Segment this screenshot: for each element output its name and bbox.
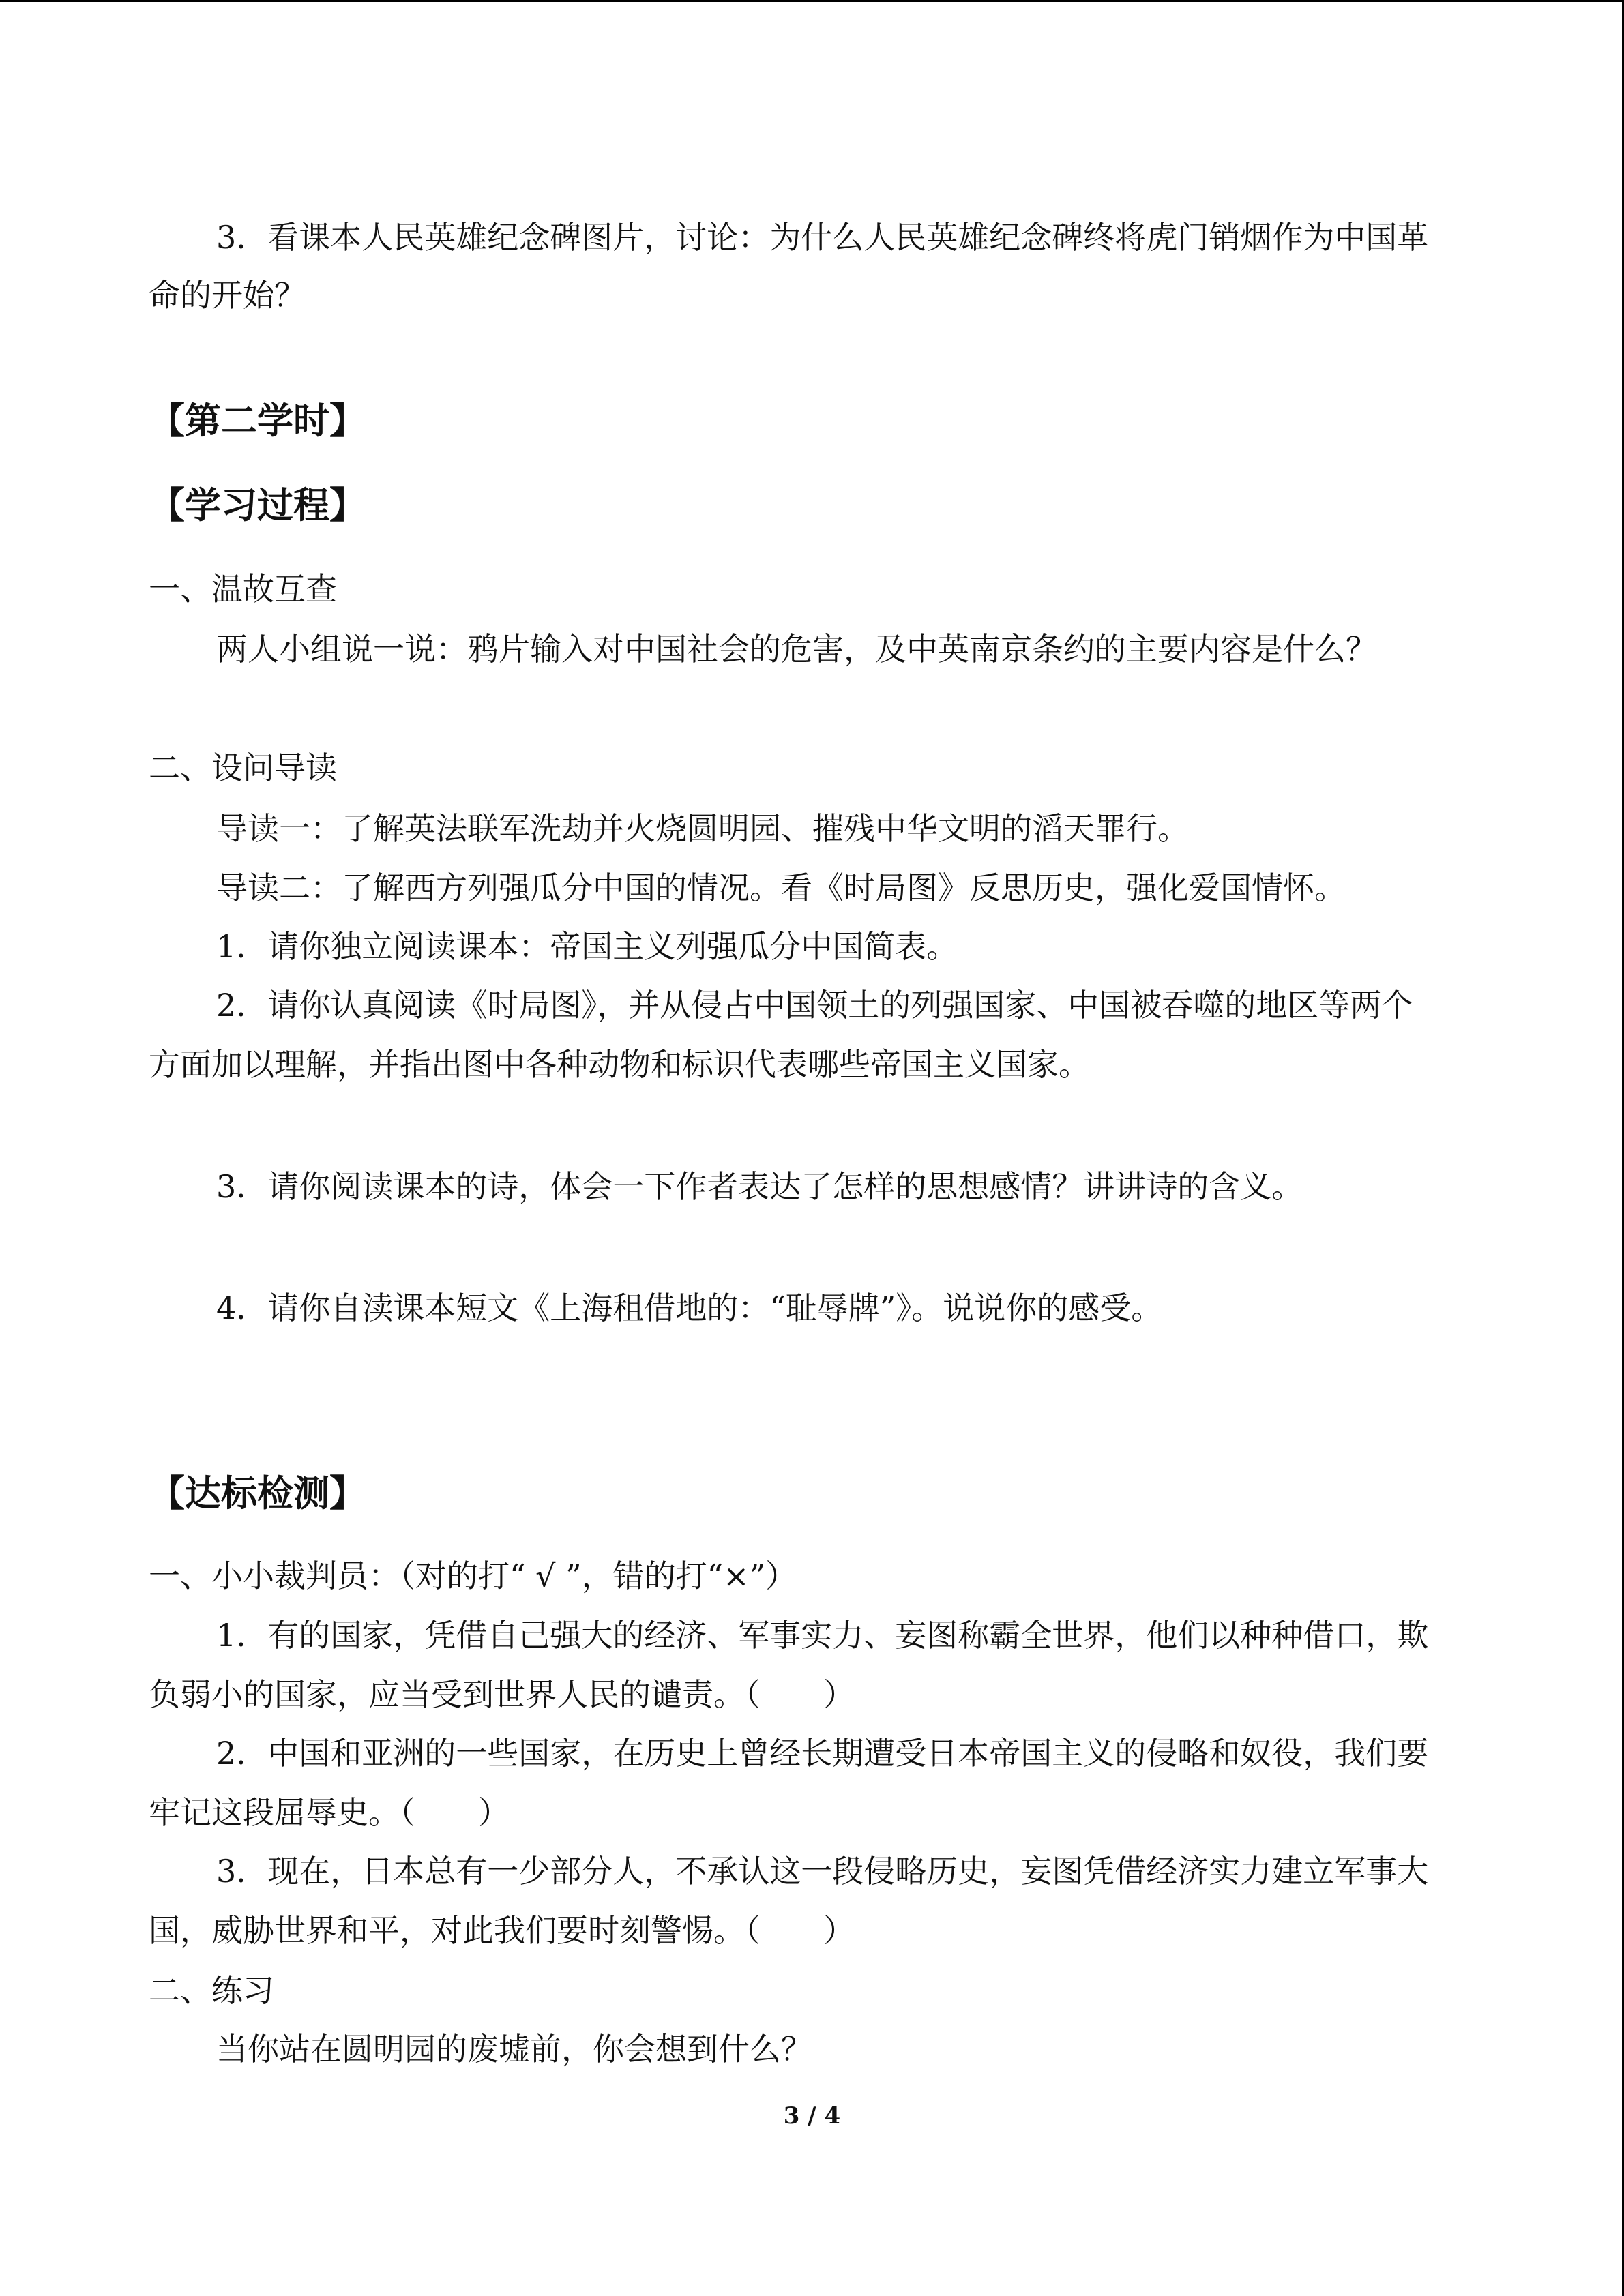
page-number: 3 / 4 [783,2102,841,2130]
paragraph-line: 导读二：了解西方列强瓜分中国的情况。看《时局图》反思历史，强化爱国情怀。 [216,869,1346,906]
subsection-title: 一、温故互查 [149,571,337,608]
question-line: 负弱小的国家，应当受到世界人民的谴责。（ ） [149,1676,855,1713]
section-heading-second-period: 【第二学时】 [149,400,366,442]
section-heading-assessment: 【达标检测】 [149,1472,366,1515]
question-line: 1．有的国家，凭借自己强大的经济、军事实力、妄图称霸全世界，他们以种种借口，欺 [216,1617,1429,1654]
paragraph-line: 3．请你阅读课本的诗，体会一下作者表达了怎样的思想感情？讲讲诗的含义。 [216,1168,1303,1205]
question-line: 2．中国和亚洲的一些国家，在历史上曾经长期遭受日本帝国主义的侵略和奴役，我们要 [216,1735,1429,1772]
paragraph-line: 方面加以理解，并指出图中各种动物和标识代表哪些帝国主义国家。 [149,1046,1090,1083]
paragraph-line: 命的开始？ [149,277,306,314]
subsection-title: 一、小小裁判员：（对的打“ √ ”，错的打“×”） [149,1557,797,1594]
paragraph-line: 3．看课本人民英雄纪念碑图片，讨论：为什么人民英雄纪念碑终将虎门销烟作为中国革 [216,219,1429,256]
question-line: 3．现在，日本总有一少部分人，不承认这一段侵略历史，妄图凭借经济实力建立军事大 [216,1853,1429,1890]
paragraph-line: 当你站在圆明园的废墟前，你会想到什么？ [216,2031,812,2068]
subsection-title: 二、设问导读 [149,749,337,786]
top-border-line [0,0,1624,2]
paragraph-line: 2．请你认真阅读《时局图》，并从侵占中国领土的列强国家、中国被吞噬的地区等两个 [216,987,1413,1024]
paragraph-line: 导读一：了解英法联军洗劫并火烧圆明园、摧残中华文明的滔天罪行。 [216,810,1189,847]
section-heading-learning-process: 【学习过程】 [149,484,366,526]
question-line: 牢记这段屈辱史。（ ） [149,1794,510,1831]
question-line: 国，威胁世界和平，对此我们要时刻警惕。（ ） [149,1912,855,1949]
paragraph-line: 4．请你自渎课本短文《上海租借地的：“耻辱牌”》。说说你的感受。 [216,1289,1163,1326]
paragraph-line: 1．请你独立阅读课本：帝国主义列强瓜分中国简表。 [216,928,958,965]
paragraph-line: 两人小组说一说：鸦片输入对中国社会的危害，及中英南京条约的主要内容是什么？ [216,631,1377,668]
subsection-title: 二、练习 [149,1972,274,2009]
